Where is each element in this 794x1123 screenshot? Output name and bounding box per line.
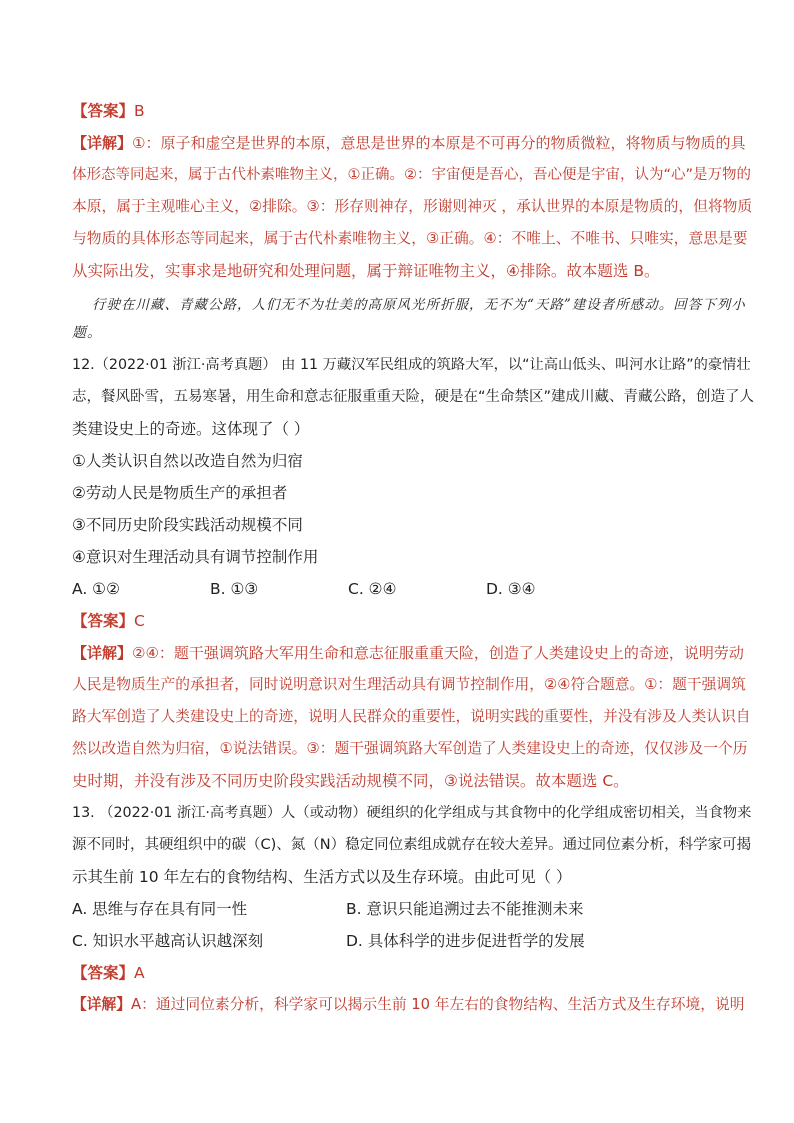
answer-tag: 【答案】 (72, 102, 135, 120)
q13-stem-line-1: 13. （2022·01 浙江·高考真题）人（或动物）硬组织的化学组成与其食物中的化学组成密切相关，当食物来 (72, 805, 752, 821)
q12-answer (72, 610, 732, 632)
q12-statement-3: ③不同历史阶段实践活动规模不同 (72, 516, 303, 534)
answer-tag: 【答案】 (72, 964, 135, 982)
q13-option-c: C. 知识水平越高认识越深刻 (72, 932, 264, 950)
q13-stem-line-3: 示其生前 10 年左右的食物结构、生活方式以及生存环境。由此可见（ ） (72, 868, 572, 886)
answer-value: A (134, 964, 145, 982)
q12-statement-2: ②劳动人民是物质生产的承担者 (72, 484, 288, 502)
q12-stem-line-2: 志，餐风卧雪，五易寒暑，用生命和意志征服重重天险，硬是在“生命禁区”建成川藏、青藏公路，创造了人 (72, 389, 755, 405)
q12-option-c: C. ②④ (348, 580, 397, 598)
answer-value: B (134, 102, 145, 120)
q13-answer (72, 962, 732, 984)
q12-statement-4: ④意识对生理活动具有调节控制作用 (72, 548, 319, 566)
q13-stem-line-2: 源不同时，其硬组织中的碳（C)、氮（N）稳定同位素组成就存在较大差异。通过同位素分析，科学家可揭 (72, 837, 752, 853)
q12-detail-line-2: 人民是物质生产的承担者，同时说明意识对生理活动具有调节控制作用，②④符合题意。①：题干强调筑 (72, 676, 746, 693)
q13-detail-line-1: 【详解】A：通过同位素分析，科学家可以揭示生前 10 年左右的食物结构、生活方式及生存环境，说明 (72, 996, 745, 1013)
q11-detail-line-3: 本原，属于主观唯心主义，②排除。③：形存则神存，形谢则神灭 ，承认世界的本原是物质的，但将物质 (72, 198, 753, 215)
q12-stem-line-1: 12.（2022·01 浙江·高考真题） 由 11 万藏汉军民组成的筑路大军，以“让高山低头、叫河水让路”的豪情壮 (72, 357, 751, 373)
q12-detail-line-4: 然以改造自然为归宿，①说法错误。③：题干强调筑路大军创造了人类建设史上的奇迹，仅仅涉及一个历 (72, 740, 748, 757)
detail-tag: 【详解】 (72, 134, 133, 152)
q12-detail-line-3: 路大军创造了人类建设史上的奇迹，说明人民群众的重要性，说明实践的重要性，并没有涉及人类认识自 (72, 708, 751, 725)
q11-detail-line-2: 体形态等同起来，属于古代朴素唯物主义，①正确。②：宇宙便是吾心，吾心便是宇宙，认为“心”是万物的 (72, 167, 752, 183)
q11-detail-line-5: 从实际出发，实事求是地研究和处理问题，属于辩证唯物主义，④排除。故本题选 B。 (72, 262, 660, 280)
q12-stem-line-3: 类建设史上的奇迹。这体现了（ ） (72, 420, 310, 438)
q11-detail-line-4: 与物质的具体形态等同起来，属于古代朴素唯物主义，③正确。④：不唯上、不唯书、只唯实，意思是要 (72, 230, 748, 247)
answer-value: C (134, 612, 145, 630)
detail-tag: 【详解】 (72, 996, 131, 1013)
q11-detail-line-1: 【详解】①：原子和虚空是世界的本原，意思是世界的本原是不可再分的物质微粒，将物质与物质的具 (72, 134, 746, 152)
q12-detail-line-5: 史时期，并没有涉及不同历史阶段实践活动规模不同，③说法错误。故本题选 C。 (72, 772, 629, 790)
q12-option-a: A. ①② (72, 580, 120, 598)
q12-statement-1: ①人类认识自然以改造自然为归宿 (72, 452, 303, 470)
answer-tag: 【答案】 (72, 612, 135, 630)
q13-option-a: A. 思维与存在具有同一性 (72, 900, 248, 918)
q11-answer (72, 100, 732, 122)
intro-line-2: 题。 (72, 325, 102, 341)
q12-detail-line-1: 【详解】②④：题干强调筑路大军用生命和意志征服重重天险，创造了人类建设史上的奇迹，说明劳动 (72, 644, 744, 662)
q12-option-b: B. ①③ (210, 580, 259, 598)
q13-option-d: D. 具体科学的进步促进哲学的发展 (346, 932, 585, 950)
detail-tag: 【详解】 (72, 644, 133, 662)
q13-option-b: B. 意识只能追溯过去不能推测未来 (346, 900, 584, 918)
intro-line-1: 行驶在川藏、青藏公路，人们无不为壮美的高原风光所折服，无不为“天路”建设者所感动。回答下列小 (92, 297, 746, 313)
q12-option-d: D. ③④ (486, 580, 536, 598)
